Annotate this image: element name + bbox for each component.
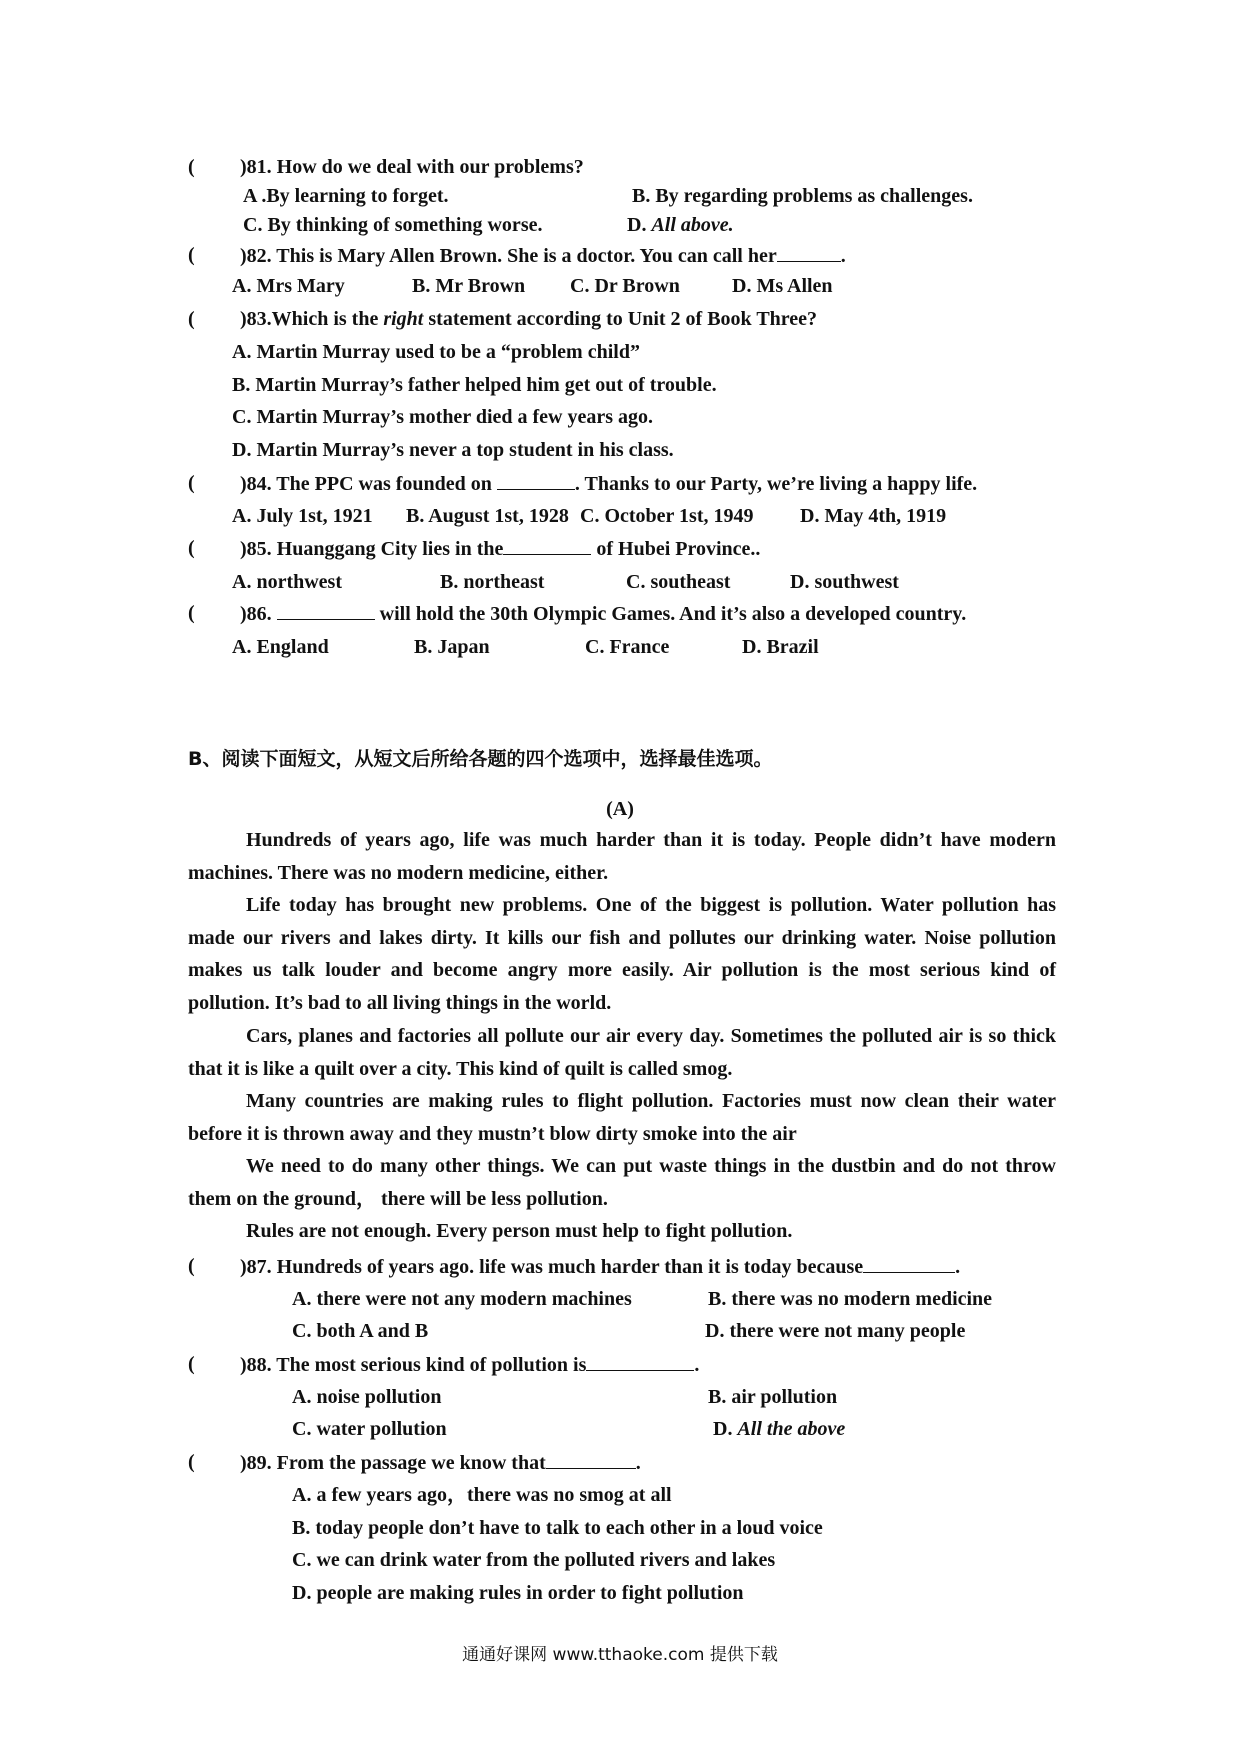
option-86-a: A. England <box>232 636 329 658</box>
answer-paren: ( <box>188 472 195 494</box>
option-82-b: B. Mr Brown <box>412 275 526 297</box>
passage-paragraph: Many countries are making rules to flight pollution. Factories must now clean their water before it is thrown away and they mustn’t blow dirty smoke into the air <box>188 1090 1056 1145</box>
question-82: )82. This is Mary Allen Brown. She is a doctor. You can call her . <box>240 245 846 267</box>
option-89-c: C. we can drink water from the polluted rivers and lakes <box>292 1549 776 1571</box>
option-82-a: A. Mrs Mary <box>232 275 345 297</box>
option-81-b: B. By regarding problems as challenges. <box>632 185 973 207</box>
option-87-c: C. both A and B <box>292 1320 429 1342</box>
answer-paren: ( <box>188 244 195 266</box>
question-86: )86. will hold the 30th Olympic Games. And it’s also a developed country. <box>240 603 967 625</box>
option-84-a: A. July 1st, 1921 <box>232 505 373 527</box>
option-81-a: A .By learning to forget. <box>243 185 449 207</box>
option-82-d: D. Ms Allen <box>732 275 833 297</box>
option-84-c: C. October 1st, 1949 <box>580 505 754 527</box>
option-89-a: A. a few years ago，there was no smog at all <box>292 1484 672 1506</box>
question-85: )85. Huanggang City lies in the of Hubei Province.. <box>240 538 761 560</box>
question-83: )83.Which is the right statement according to Unit 2 of Book Three? <box>240 308 818 330</box>
option-88-d: D. All the above <box>713 1418 846 1440</box>
question-81: )81. How do we deal with our problems? <box>240 156 584 178</box>
option-83-d: D. Martin Murray’s never a top student in his class. <box>232 439 674 461</box>
option-84-d: D. May 4th, 1919 <box>800 505 947 527</box>
option-83-b: B. Martin Murray’s father helped him get out of trouble. <box>232 374 717 396</box>
option-81-c: C. By thinking of something worse. <box>243 214 543 236</box>
option-82-c: C. Dr Brown <box>570 275 680 297</box>
option-88-a: A. noise pollution <box>292 1386 442 1408</box>
answer-paren: ( <box>188 156 195 178</box>
option-87-b: B. there was no modern medicine <box>708 1288 993 1310</box>
passage-paragraph: Life today has brought new problems. One of the biggest is pollution. Water pollution has made our rivers and lakes dirty. It kills our fish and pollutes our drinking water. Noise pollution makes us talk louder and become angry more easily. Air pollution is the most serious kind of pollution. It’s bad to all living things in the world. <box>188 894 1056 1014</box>
option-84-b: B. August 1st, 1928 <box>406 505 569 527</box>
option-87-d: D. there were not many people <box>705 1320 966 1342</box>
passage-paragraph: We need to do many other things. We can put waste things in the dustbin and do not throw them on the ground， there will be less pollution. <box>188 1155 1056 1210</box>
question-88: )88. The most serious kind of pollution is . <box>240 1354 700 1376</box>
question-87: )87. Hundreds of years ago. life was much harder than it is today because . <box>240 1256 961 1278</box>
option-89-b: B. today people don’t have to talk to each other in a loud voice <box>292 1517 823 1539</box>
option-85-b: B. northeast <box>440 571 545 593</box>
option-83-c: C. Martin Murray’s mother died a few years ago. <box>232 406 654 428</box>
passage-title: (A) <box>606 798 634 820</box>
option-88-b: B. air pollution <box>708 1386 838 1408</box>
passage-paragraph: Rules are not enough. Every person must help to fight pollution. <box>246 1220 793 1242</box>
question-84: )84. The PPC was founded on . Thanks to our Party, we’re living a happy life. <box>240 473 978 495</box>
passage-paragraph: Cars, planes and factories all pollute our air every day. Sometimes the polluted air is so thick that it is like a quilt over a city. This kind of quilt is called smog. <box>188 1025 1056 1080</box>
option-85-d: D. southwest <box>790 571 899 593</box>
answer-paren: ( <box>188 1255 195 1277</box>
option-88-c: C. water pollution <box>292 1418 447 1440</box>
option-89-d: D. people are making rules in order to fight pollution <box>292 1582 744 1604</box>
passage-paragraph: Hundreds of years ago, life was much harder than it is today. People didn’t have modern machines. There was no modern medicine, either. <box>188 829 1056 884</box>
page-footer: 通通好课网 www.tthaoke.com 提供下载 <box>462 1645 778 1665</box>
answer-paren: ( <box>188 1353 195 1375</box>
option-86-b: B. Japan <box>414 636 490 658</box>
option-81-d: D. All above. <box>627 214 734 236</box>
option-83-a: A. Martin Murray used to be a “problem child” <box>232 341 640 363</box>
option-85-a: A. northwest <box>232 571 342 593</box>
answer-paren: ( <box>188 537 195 559</box>
answer-paren: ( <box>188 602 195 624</box>
question-89: )89. From the passage we know that . <box>240 1452 641 1474</box>
answer-paren: ( <box>188 308 195 330</box>
option-85-c: C. southeast <box>626 571 731 593</box>
option-86-d: D. Brazil <box>742 636 819 658</box>
option-87-a: A. there were not any modern machines <box>292 1288 632 1310</box>
answer-paren: ( <box>188 1451 195 1473</box>
section-b-heading: B、阅读下面短文，从短文后所给各题的四个选项中，选择最佳选项。 <box>188 748 773 770</box>
option-86-c: C. France <box>585 636 670 658</box>
